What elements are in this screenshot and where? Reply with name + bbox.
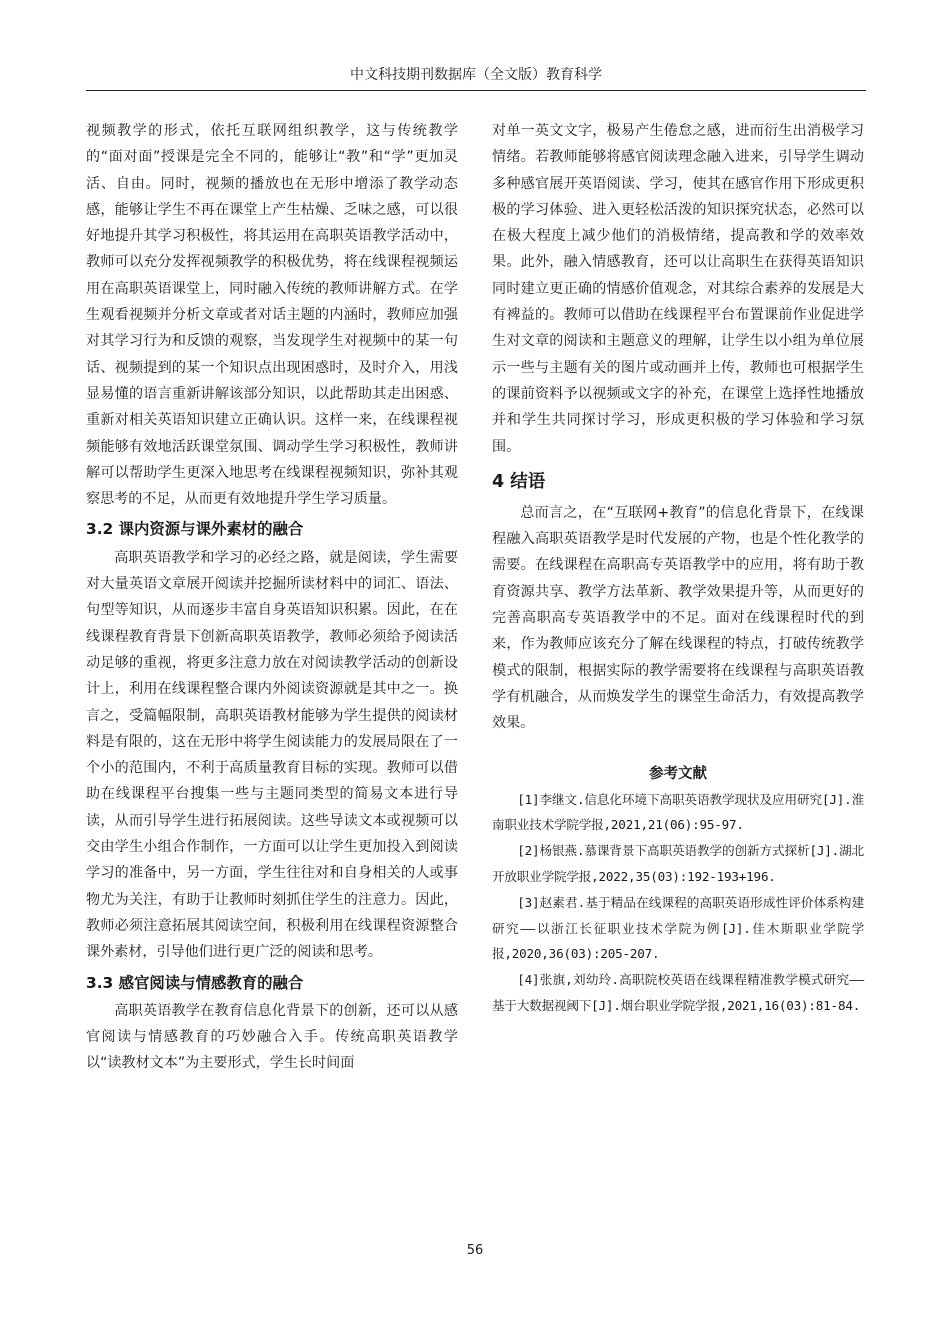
paragraph-reading-resources: 高职英语教学和学习的必经之路，就是阅读，学生需要对大量英语文章展开阅读并挖掘所读材料中的词汇、语法、句型等知识，从而逐步丰富自身英语知识积累。因此，在在线课程教育背景下创新高职英语教学，教师必须给予阅读活动足够的重视，将更多注意力放在对阅读教学活动的创新设计上，利用在线课程整合课内外阅读资源就是其中之一。换言之，受篇幅限制，高职英语教材能够为学生提供的阅读材料是有限的，这在无形中将学生阅读能力的发展局限在了一个小的范围内，不利于高质量教育目标的实现。教师可以借助在线课程平台搜集一些与主题同类型的简易文本进行导读，从而引导学生进行拓展阅读。这些导读文本或视频可以交由学生小组合作制作，一方面可以让学生更加投入到阅读学习的准备中，另一方面，学生往往对和自身相关的人或事物尤为关注，有助于让教师时刻抓住学生的注意力。因此，教师必须注意拓展其阅读空间，积极利用在线课程资源整合课外素材，引导他们进行更广泛的阅读和思考。 (86, 549, 458, 961)
paragraph-sensory-reading: 高职英语教学在教育信息化背景下的创新，还可以从感官阅读与情感教育的巧妙融合入手。传统高职英语教学以“读教材文本”为主要形式，学生长时间面 (86, 1002, 458, 1072)
reference-item: [4]张旗,刘幼玲.高职院校英语在线课程精准教学模式研究——基于大数据视阈下[J].烟台职业学院学报,2021,16(03):81-84. (492, 972, 864, 1013)
section-heading-3-2: 3.2 课内资源与课外素材的融合 (86, 520, 304, 539)
paragraph-conclusion: 总而言之，在“互联网+教育”的信息化背景下，在线课程融入高职英语教学是时代发展的产物，也是个性化教学的需要。在线课程在高职高专英语教学中的应用，将有助于教育资源共享、教学方法革新、教学效果提升等，从而更好的完善高职高专英语教学中的不足。面对在线课程时代的到来，作为教师应该充分了解在线课程的特点，打破传统教学模式的限制，根据实际的教学需要将在线课程与高职英语教学有机融合，从而焕发学生的课堂生命活力，有效提高教学效果。 (492, 504, 864, 732)
left-column (86, 118, 458, 1077)
reference-item: [2]杨银燕.慕课背景下高职英语教学的创新方式探析[J].湖北开放职业学院学报,2022,35(03):192-193+196. (492, 843, 864, 884)
paragraph-emotion-education: 对单一英文文字，极易产生倦怠之感，进而衍生出消极学习情绪。若教师能够将感官阅读理念融入进来，引导学生调动多种感官展开英语阅读、学习，使其在感官作用下形成更积极的学习体验、进入更轻松活泼的知识探究状态，必然可以在极大程度上减少他们的消极情绪，提高教和学的效率效果。此外，融入情感教育，还可以让高职生在获得英语知识同时建立更正确的情感价值观念，对其综合素养的发展是大有裨益的。教师可以借助在线课程平台布置课前作业促进学生对文章的阅读和主题意义的理解，让学生以小组为单位展示一些与主题有关的图片或动画并上传，教师也可根据学生的课前资料予以视频或文字的补充，在课堂上选择性地播放并和学生共同探讨学习，形成更积极的学习体验和学习氛围。 (492, 123, 864, 455)
paragraph-video-teaching: 视频教学的形式，依托互联网组织教学，这与传统教学的“面对面”授课是完全不同的，能够让“教”和“学”更加灵活、自由。同时，视频的播放也在无形中增添了教学动态感，能够让学生不再在课堂上产生枯燥、乏味之感，可以很好地提升其学习积极性，将其运用在高职英语教学活动中，教师可以充分发挥视频教学的积极优势，将在线课程视频运用在高职英语课堂上，同时融入传统的教师讲解方式。在学生观看视频并分析文章或者对话主题的内涵时，教师应加强对其学习行为和反馈的观察，当发现学生对视频中的某一句话、视频提到的某一个知识点出现困惑时，及时介入，用浅显易懂的语言重新讲解该部分知识，以此帮助其走出困惑、重新对相关英语知识建立正确认识。这样一来，在线课程视频能够有效地活跃课堂氛围、调动学生学习积极性，教师讲解可以帮助学生更深入地思考在线课程视频知识，弥补其观察思考的不足，从而更有效地提升学生学习质量。 (86, 123, 458, 508)
reference-item: [1]李继文.信息化环境下高职英语教学现状及应用研究[J].淮南职业技术学院学报,2021,21(06):95-97. (492, 791, 864, 833)
page-number: 56 (466, 1243, 484, 1258)
section-heading-3-3: 3.3 感官阅读与情感教育的融合 (86, 973, 304, 992)
section-heading-4: 4 结语 (492, 471, 546, 492)
references-list (492, 787, 864, 1019)
journal-header (86, 60, 866, 91)
journal-title: 中文科技期刊数据库（全文版）教育科学 (350, 67, 602, 83)
reference-item: [3]赵素君.基于精品在线课程的高职英语形成性评价体系构建研究——以浙江长征职业技术学院为例[J].佳木斯职业学院学报,2020,36(03):205-207. (492, 894, 864, 962)
right-column (492, 118, 864, 1019)
references-title: 参考文献 (649, 765, 707, 782)
